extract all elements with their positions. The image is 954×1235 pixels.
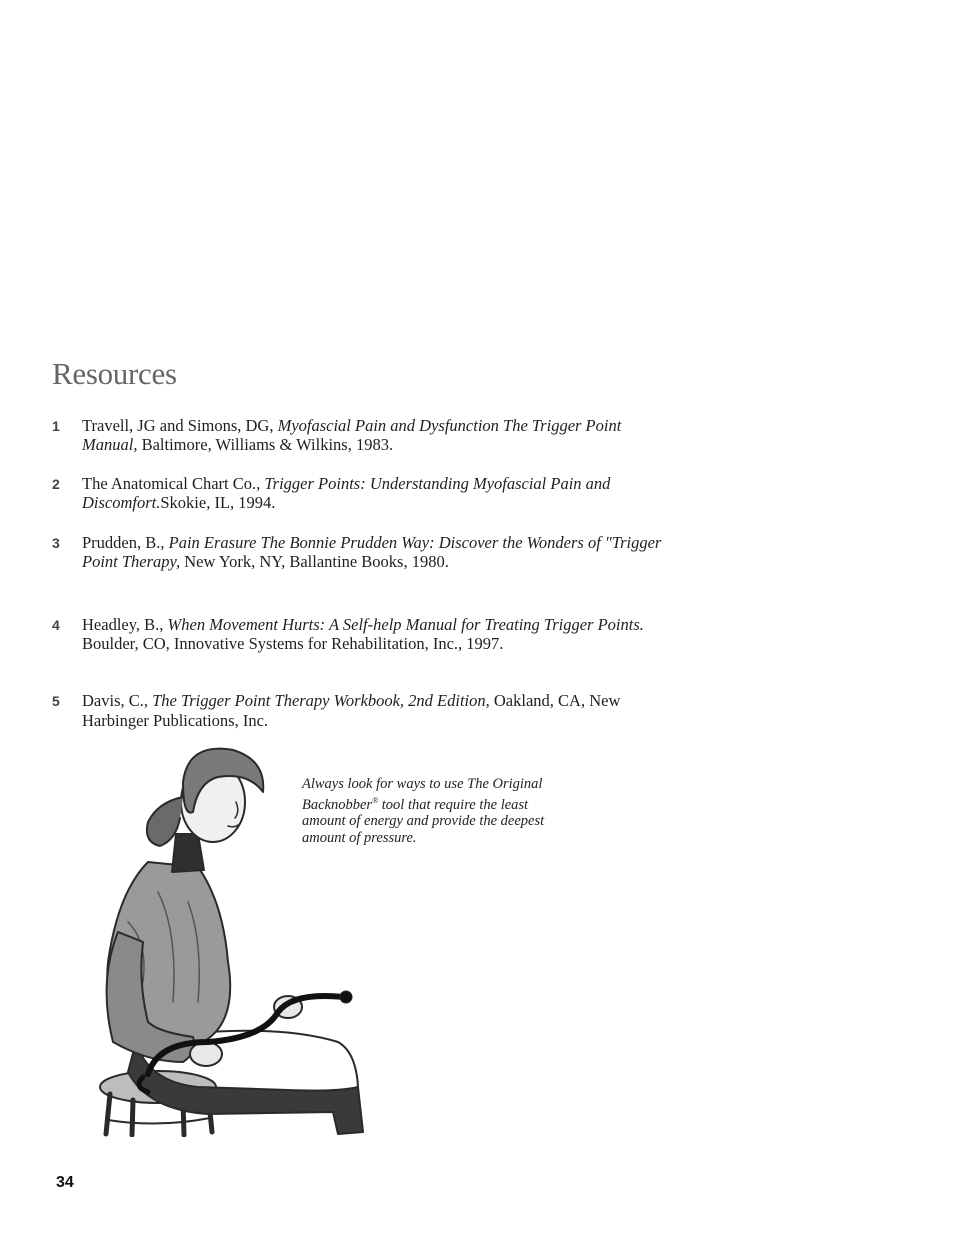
reference-item bbox=[52, 416, 662, 454]
reference-author: Headley, B., bbox=[82, 615, 164, 634]
illustration-caption: Always look for ways to use The Original Backnobber® tool that require the least amount of energy and provide the deepest amount of pressure. bbox=[302, 776, 545, 847]
reference-publisher: New York, NY, Ballantine Books, 1980. bbox=[180, 552, 449, 571]
reference-title: When Movement Hurts: A Self-help Manual for Treating Trigger Points. bbox=[167, 615, 644, 634]
reference-publisher: Baltimore, Williams & Wilkins, 1983. bbox=[137, 435, 394, 454]
reference-text bbox=[82, 416, 662, 454]
reference-author: Davis, C., bbox=[82, 691, 148, 710]
reference-title: Myofascial Pain and Dysfunction The Trigger Point Manual, bbox=[82, 416, 622, 454]
reference-title: Trigger Points: Understanding Myofascial Pain and Discomfort. bbox=[82, 474, 611, 512]
reference-text bbox=[82, 615, 662, 653]
reference-author: Prudden, B. bbox=[82, 533, 161, 552]
reference-text bbox=[82, 533, 662, 571]
reference-item bbox=[52, 533, 662, 571]
reference-text bbox=[82, 691, 662, 731]
reference-item bbox=[52, 474, 662, 512]
reference-number: 5 bbox=[52, 693, 60, 709]
reference-number: 4 bbox=[52, 617, 60, 633]
page-title: Resources bbox=[52, 356, 177, 391]
reference-publisher: Boulder, CO, Innovative Systems for Rehabilitation, Inc., 1997. bbox=[82, 634, 504, 653]
reference-author: Travell, JG and Simons, DG, bbox=[82, 416, 274, 435]
registered-mark: ® bbox=[372, 795, 379, 805]
reference-author: The Anatomical Chart Co., bbox=[82, 474, 261, 493]
reference-number: 3 bbox=[52, 535, 60, 551]
reference-publisher: Skokie, IL, 1994. bbox=[160, 493, 276, 512]
reference-title: The Trigger Point Therapy Workbook, 2nd Edition bbox=[152, 691, 486, 710]
reference-item bbox=[52, 691, 662, 731]
reference-text bbox=[82, 474, 662, 512]
reference-title: , Pain Erasure The Bonnie Prudden Way: Discover the Wonders of "Trigger Point Therapy, bbox=[82, 533, 662, 571]
reference-item bbox=[52, 615, 662, 653]
reference-number: 2 bbox=[52, 476, 60, 492]
page-number: 34 bbox=[56, 1174, 74, 1191]
reference-number: 1 bbox=[52, 418, 60, 434]
reference-publisher: , Oakland, CA, New Harbinger Publications, Inc. bbox=[82, 691, 621, 730]
